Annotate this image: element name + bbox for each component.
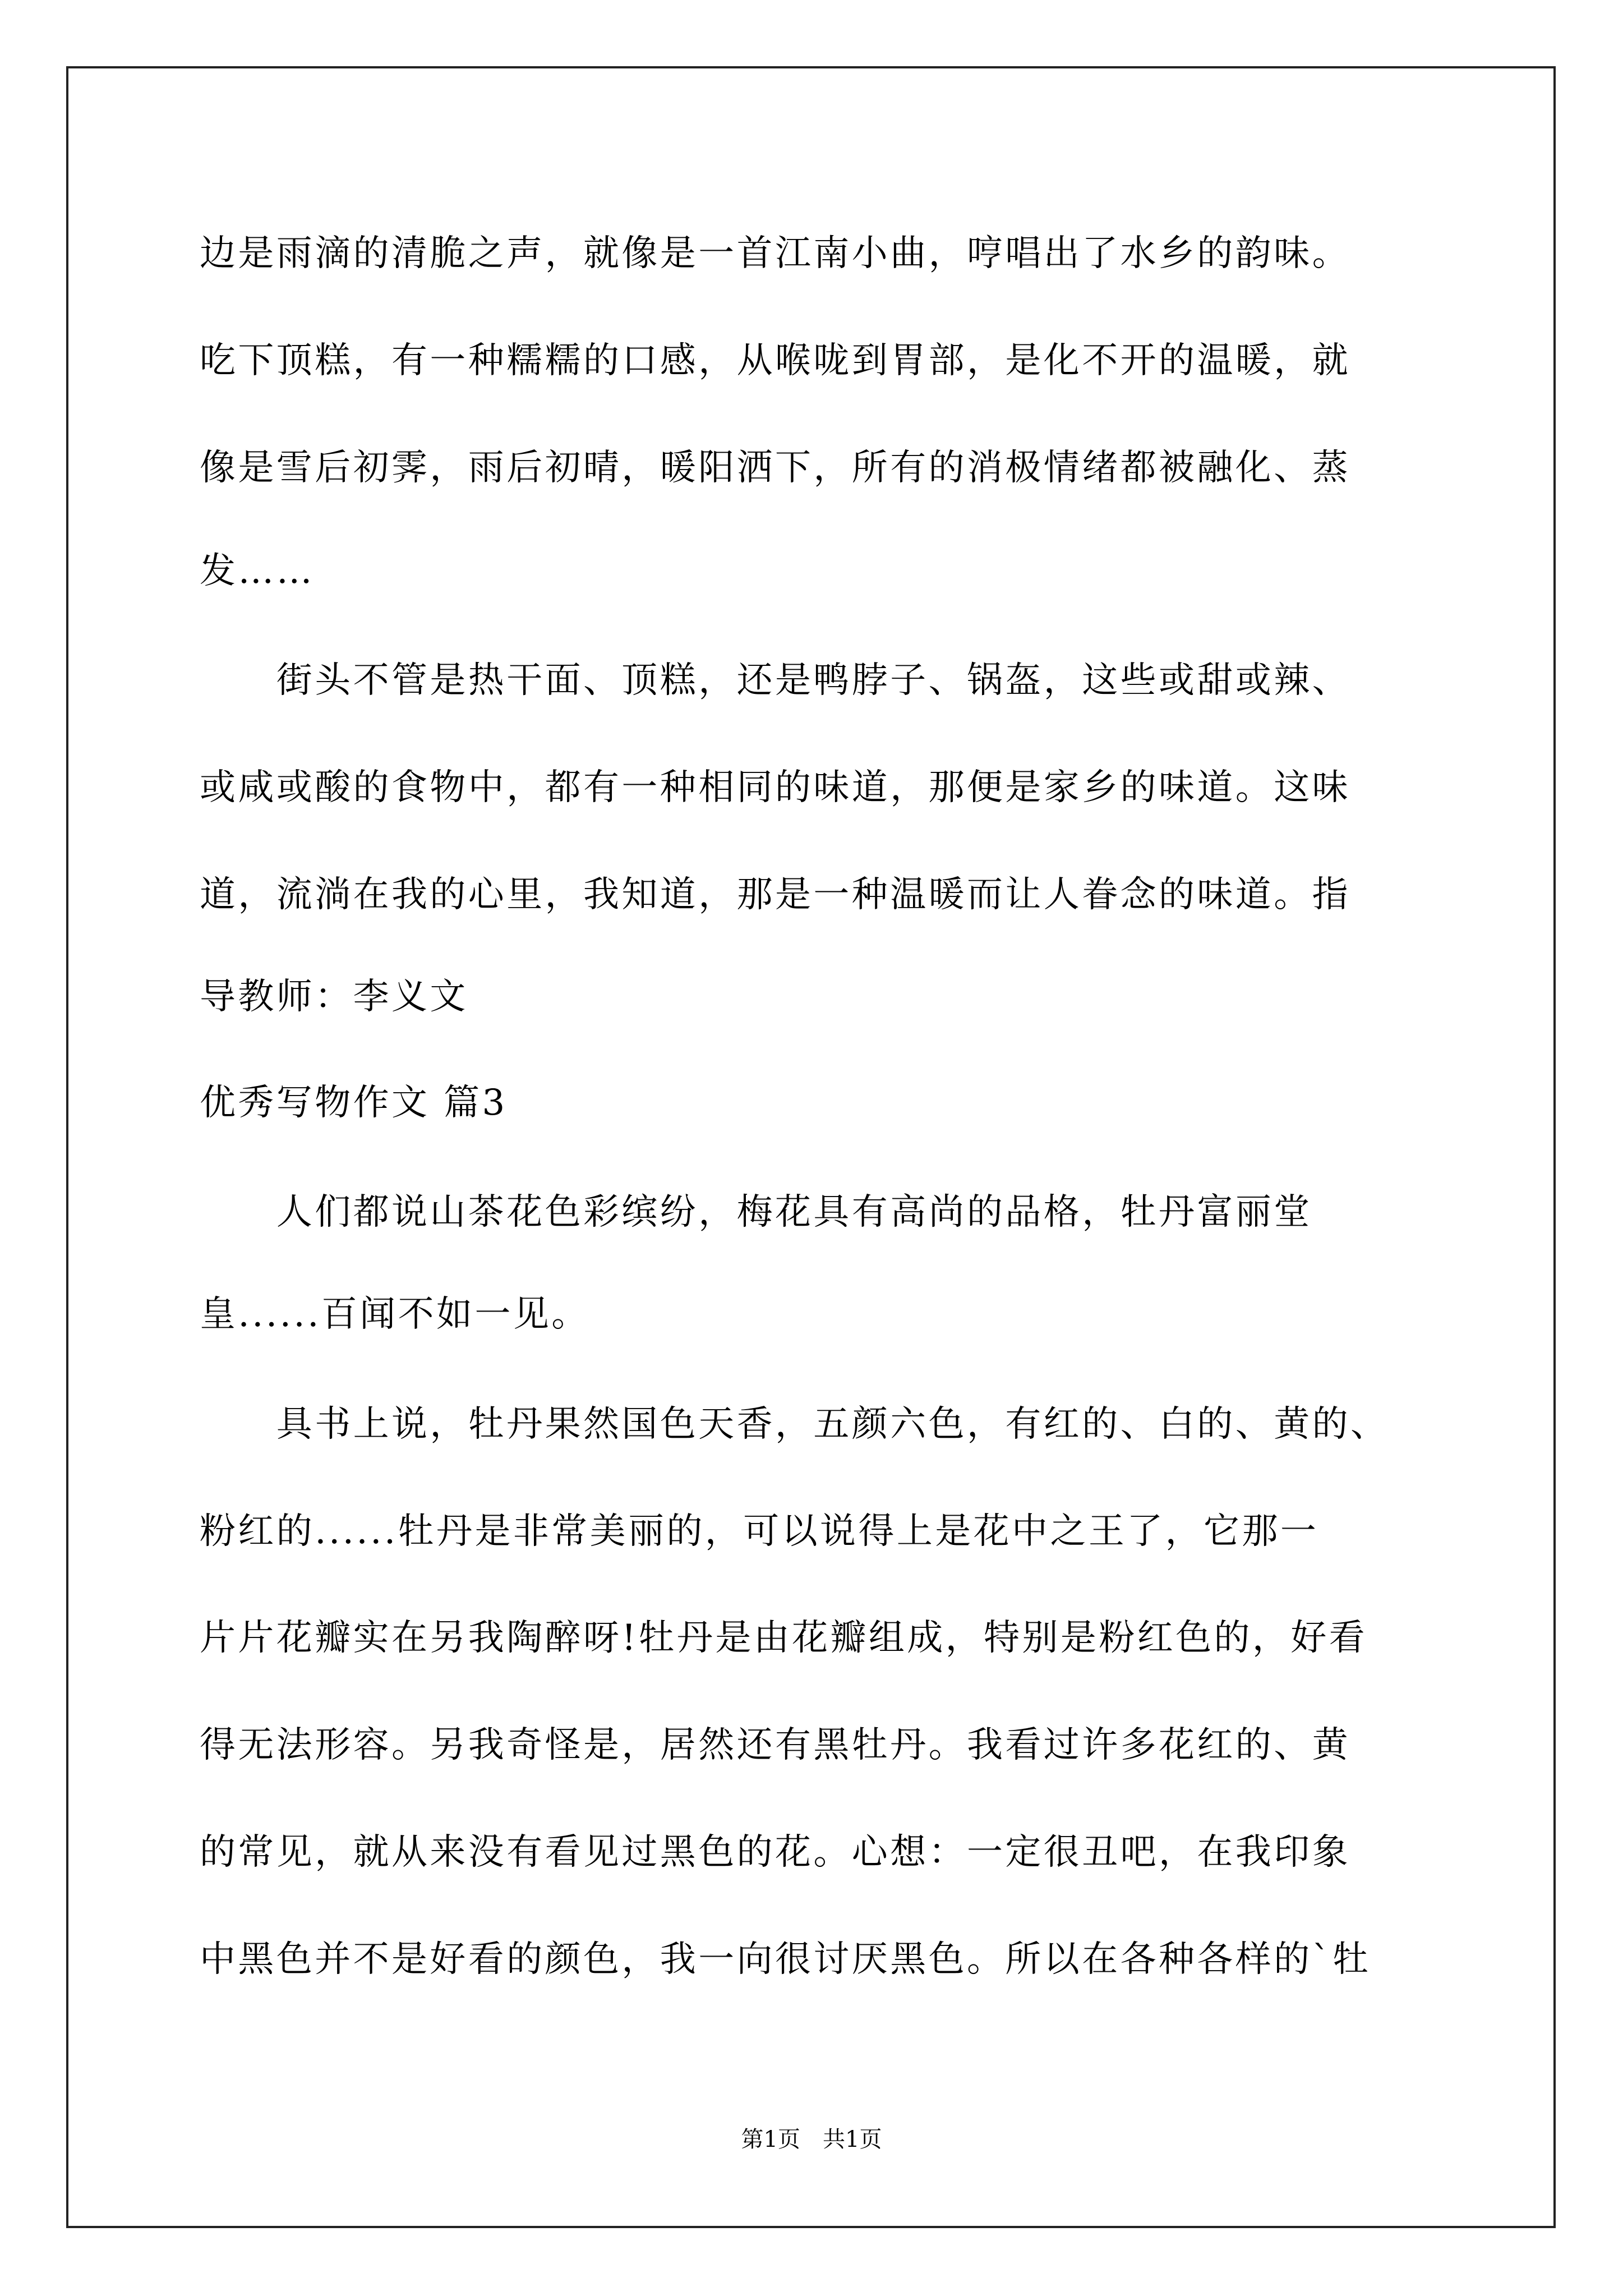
text-line: 吃下顶糕，有一种糯糯的口感，从喉咙到胃部，是化不开的温暖，就 bbox=[200, 340, 1350, 381]
text-line: 中黑色并不是好看的颜色，我一向很讨厌黑色。所以在各种各样的`牡 bbox=[200, 1939, 1371, 1980]
text-line: 像是雪后初霁，雨后初晴，暖阳洒下，所有的消极情绪都被融化、蒸 bbox=[200, 447, 1350, 489]
paragraph-line: 人们都说山茶花色彩缤纷，梅花具有高尚的品格，牡丹富丽堂 bbox=[200, 1191, 1312, 1233]
text-line: 道，流淌在我的心里，我知道，那是一种温暖而让人眷念的味道。指 bbox=[200, 874, 1350, 915]
text-line: 导教师：李义文 bbox=[200, 976, 468, 1018]
text-line: 发…… bbox=[200, 550, 315, 592]
text-line: 或咸或酸的食物中，都有一种相同的味道，那便是家乡的味道。这味 bbox=[200, 767, 1350, 808]
text-line: 粉红的......牡丹是非常美丽的，可以说得上是花中之王了，它那一 bbox=[200, 1511, 1319, 1552]
text-line: 边是雨滴的清脆之声，就像是一首江南小曲，哼唱出了水乡的韵味。 bbox=[200, 233, 1350, 274]
paragraph-line: 街头不管是热干面、顶糕，还是鸭脖子、锅盔，这些或甜或辣、 bbox=[200, 660, 1350, 701]
page-border bbox=[66, 66, 1556, 2228]
text-line: 的常见，就从来没有看见过黑色的花。心想：一定很丑吧，在我印象 bbox=[200, 1832, 1350, 1873]
text-line: 片片花瓣实在另我陶醉呀!牡丹是由花瓣组成，特别是粉红色的，好看 bbox=[200, 1617, 1368, 1659]
section-heading: 优秀写物作文 篇3 bbox=[200, 1082, 508, 1124]
page-footer: 第1页 共1页 bbox=[741, 2127, 882, 2152]
paragraph-line: 具书上说，牡丹果然国色天香，五颜六色，有红的、白的、黄的、 bbox=[200, 1404, 1389, 1445]
text-line: 皇......百闻不如一见。 bbox=[200, 1294, 590, 1335]
text-line: 得无法形容。另我奇怪是，居然还有黑牡丹。我看过许多花红的、黄 bbox=[200, 1724, 1350, 1766]
